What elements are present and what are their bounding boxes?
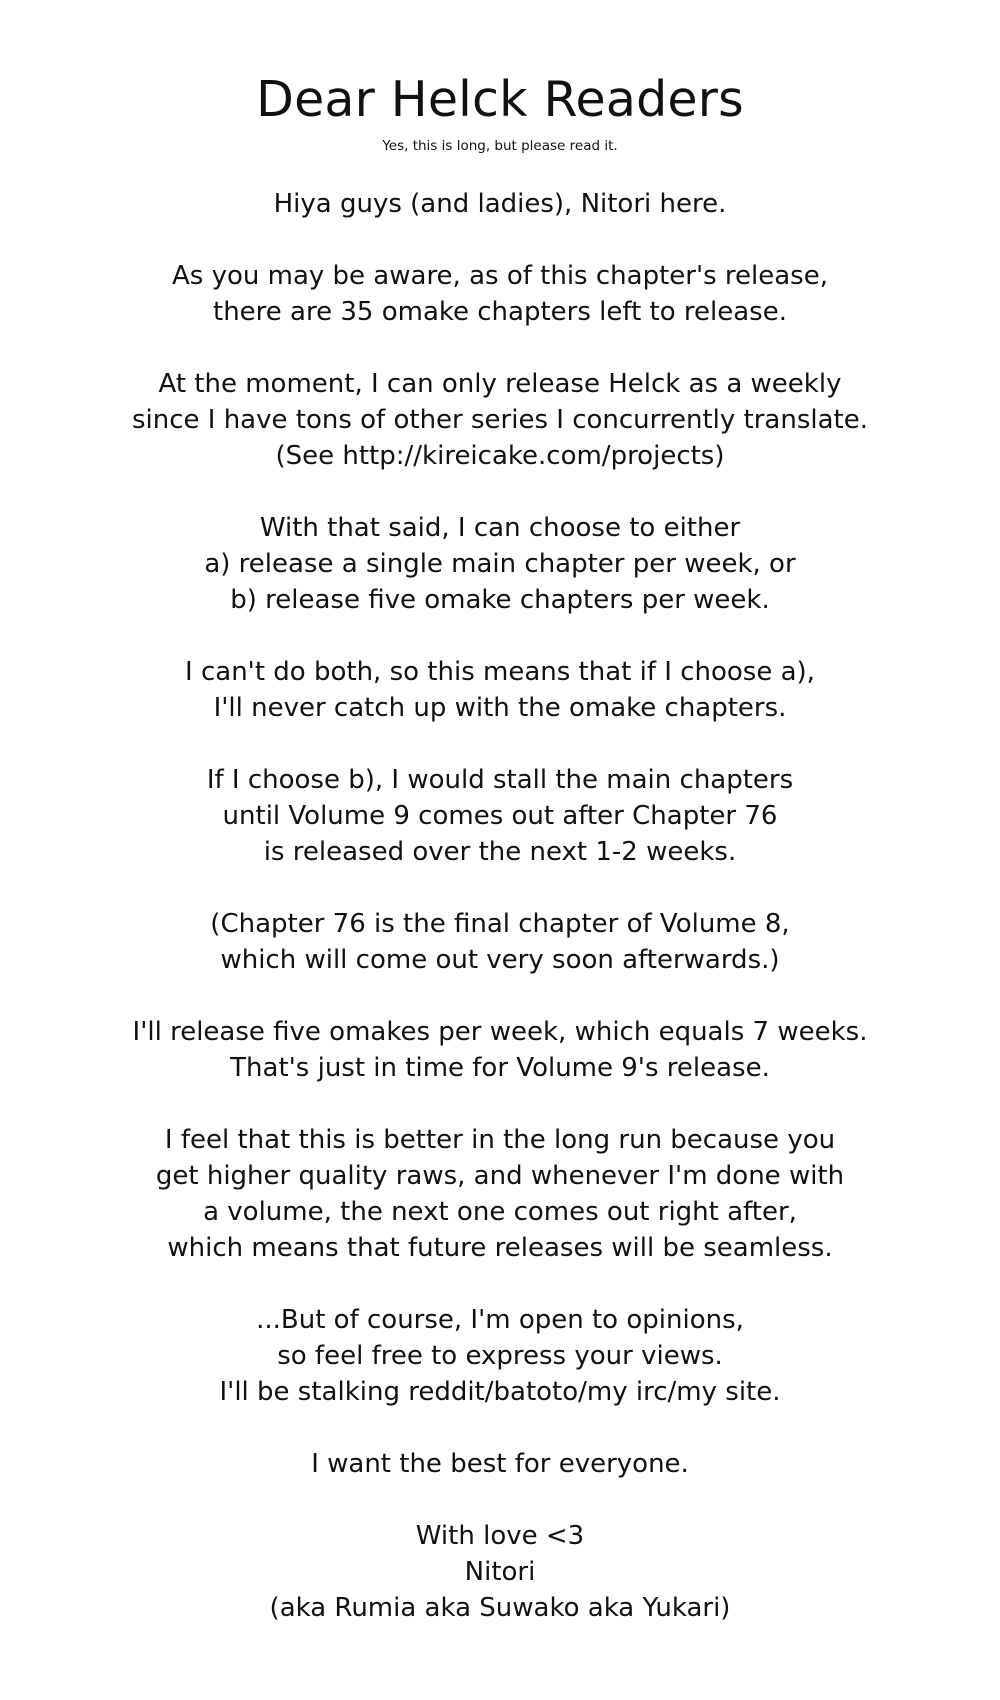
- signature-aliases: (aka Rumia aka Suwako aka Yukari): [269, 1593, 731, 1623]
- text-line: With that said, I can choose to either: [259, 513, 741, 543]
- paragraph-best-wishes: [0, 1446, 1000, 1482]
- paragraph-options: [0, 510, 1000, 618]
- paragraph-option-b: [0, 762, 1000, 870]
- paragraph-opinions: [0, 1302, 1000, 1410]
- text-line: so feel free to express your views.: [277, 1341, 723, 1371]
- signature-block: [0, 1518, 1000, 1626]
- letter-body: [0, 186, 1000, 1662]
- signature-name: Nitori: [464, 1557, 536, 1587]
- paragraph-greeting: [0, 186, 1000, 222]
- text-line: get higher quality raws, and whenever I'm done with: [155, 1161, 845, 1191]
- text-line: I'll never catch up with the omake chapters.: [213, 693, 787, 723]
- paragraph-decision: [0, 1014, 1000, 1086]
- text-line: I'll be stalking reddit/batoto/my irc/my site.: [219, 1377, 781, 1407]
- text-line: a volume, the next one comes out right after,: [203, 1197, 797, 1227]
- text-line: As you may be aware, as of this chapter's release,: [172, 261, 828, 291]
- text-line: At the moment, I can only release Helck as a weekly: [158, 369, 842, 399]
- text-line: which means that future releases will be seamless.: [167, 1233, 833, 1263]
- text-line: I'll release five omakes per week, which equals 7 weeks.: [132, 1017, 868, 1047]
- text-line: since I have tons of other series I concurrently translate.: [131, 405, 869, 435]
- text-line: I want the best for everyone.: [311, 1449, 689, 1479]
- page-title: Dear Helck Readers: [256, 71, 744, 128]
- text-line: is released over the next 1-2 weeks.: [263, 837, 737, 867]
- sign-off: With love <3: [415, 1521, 585, 1551]
- paragraph-option-a: [0, 654, 1000, 726]
- text-line: which will come out very soon afterwards.): [220, 945, 780, 975]
- text-line: (Chapter 76 is the final chapter of Volume 8,: [210, 909, 790, 939]
- text-line: a) release a single main chapter per week, or: [204, 549, 796, 579]
- text-line: If I choose b), I would stall the main chapters: [206, 765, 794, 795]
- page-subtitle: Yes, this is long, but please read it.: [382, 138, 618, 154]
- text-line: I feel that this is better in the long run because you: [164, 1125, 836, 1155]
- paragraph-chapter-76: [0, 906, 1000, 978]
- paragraph-reasoning: [0, 1122, 1000, 1266]
- text-line: until Volume 9 comes out after Chapter 76: [222, 801, 778, 831]
- text-line: ...But of course, I'm open to opinions,: [256, 1305, 744, 1335]
- text-line: there are 35 omake chapters left to release.: [213, 297, 787, 327]
- paragraph-omake-count: [0, 258, 1000, 330]
- text-line: Hiya guys (and ladies), Nitori here.: [273, 189, 727, 219]
- text-line: I can't do both, so this means that if I choose a),: [185, 657, 815, 687]
- text-line: That's just in time for Volume 9's release.: [230, 1053, 770, 1083]
- paragraph-weekly-release: [0, 366, 1000, 474]
- text-line: (See http://kireicake.com/projects): [275, 441, 725, 471]
- text-line: b) release five omake chapters per week.: [230, 585, 770, 615]
